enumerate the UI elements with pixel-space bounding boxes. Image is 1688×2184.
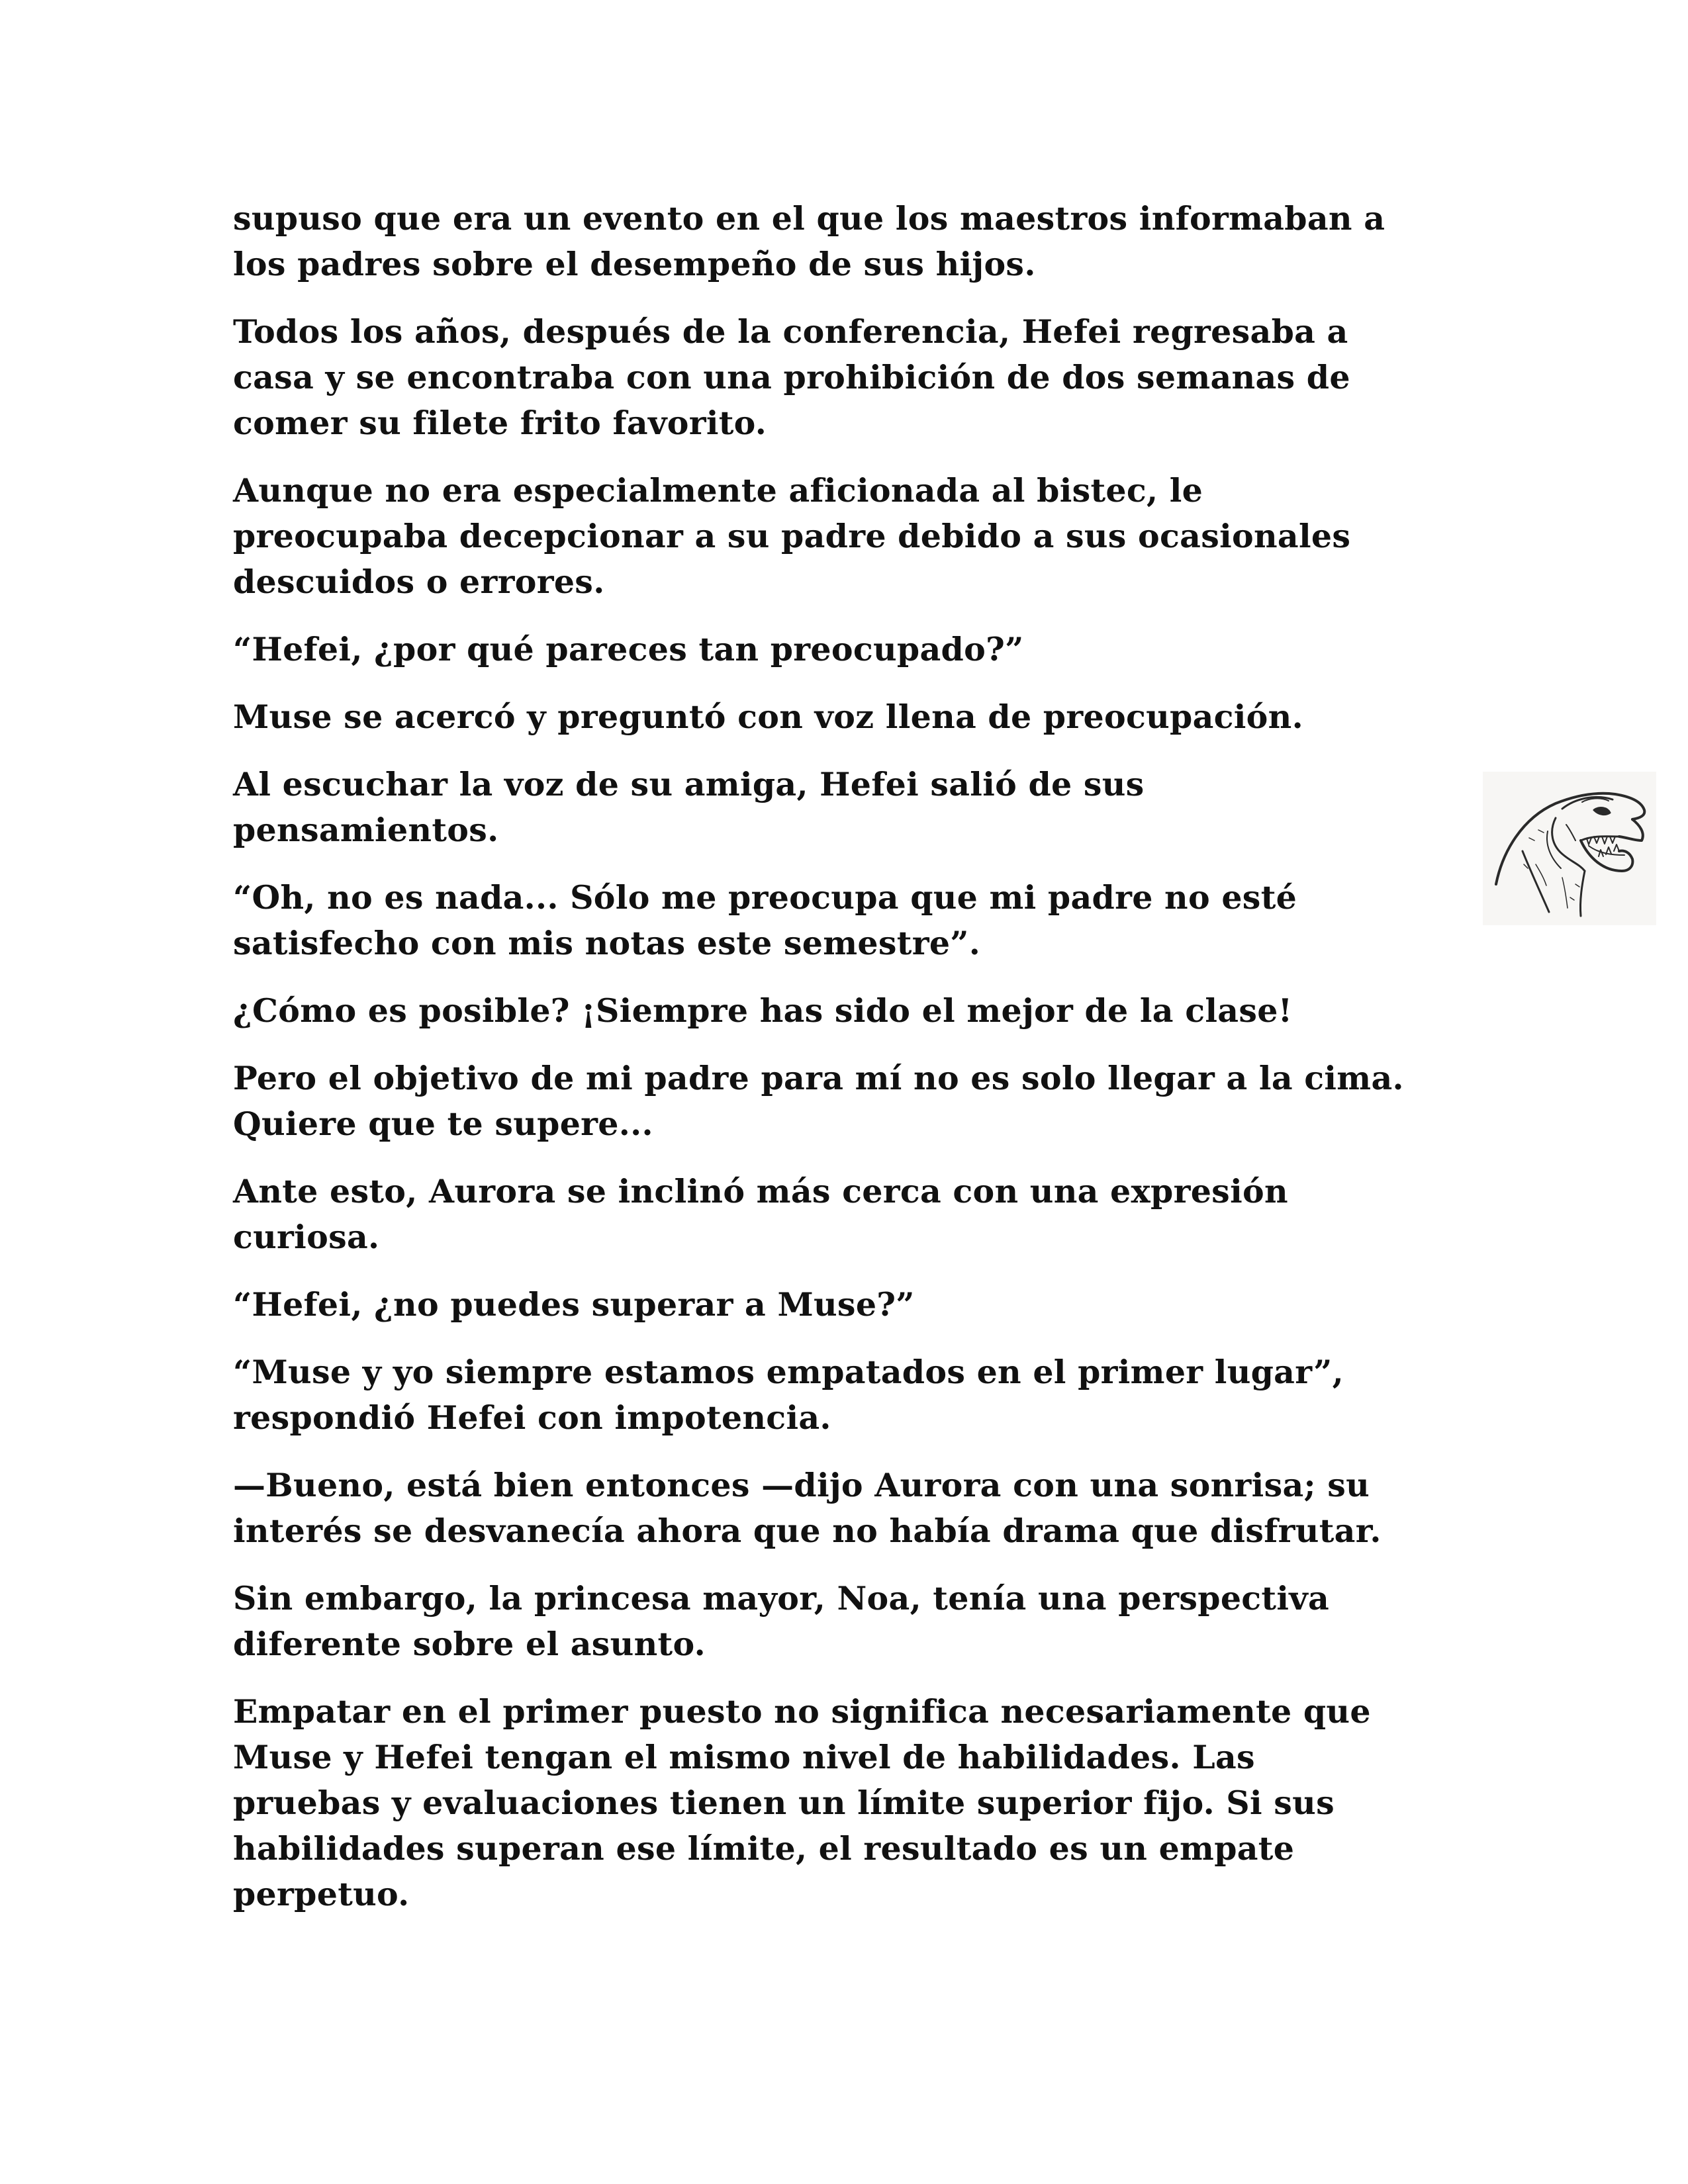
text-line: ¿Cómo es posible? ¡Siempre has sido el mejor de la clase!	[233, 991, 1293, 1030]
text-line: “Hefei, ¿no puedes superar a Muse?”	[233, 1285, 915, 1324]
text-line: comer su filete frito favorito.	[233, 404, 767, 442]
paragraph	[233, 1576, 1477, 1667]
text-line: los padres sobre el desempeño de sus hijos.	[233, 245, 1036, 283]
body-text	[233, 196, 1477, 1939]
paragraph	[233, 875, 1477, 966]
paragraph	[233, 468, 1477, 605]
text-line: —Bueno, está bien entonces —dijo Aurora con una sonrisa; su	[233, 1466, 1370, 1504]
text-line: diferente sobre el asunto.	[233, 1625, 706, 1663]
text-line: Al escuchar la voz de su amiga, Hefei salió de sus	[233, 765, 1145, 803]
text-line: curiosa.	[233, 1218, 380, 1256]
text-line: Sin embargo, la princesa mayor, Noa, tenía una perspectiva	[233, 1579, 1330, 1617]
text-line: Todos los años, después de la conferencia, Hefei regresaba a	[233, 312, 1348, 351]
paragraph	[233, 1689, 1477, 1917]
paragraph	[233, 196, 1477, 287]
paragraph	[233, 762, 1477, 853]
text-line: interés se desvanecía ahora que no había drama que disfrutar.	[233, 1512, 1382, 1550]
text-line: Aunque no era especialmente aficionada al bistec, le	[233, 471, 1203, 510]
text-line: supuso que era un evento en el que los maestros informaban a	[233, 199, 1385, 238]
text-line: pensamientos.	[233, 811, 499, 849]
text-line: Muse y Hefei tengan el mismo nivel de habilidades. Las	[233, 1738, 1255, 1776]
text-line: casa y se encontraba con una prohibición de dos semanas de	[233, 358, 1350, 396]
text-line: satisfecho con mis notas este semestre”.	[233, 924, 981, 962]
text-line: Quiere que te supere...	[233, 1105, 653, 1143]
text-line: descuidos o errores.	[233, 563, 605, 601]
paragraph	[233, 988, 1477, 1034]
text-line: “Hefei, ¿por qué pareces tan preocupado?”	[233, 630, 1024, 668]
paragraph	[233, 1169, 1477, 1260]
paragraph	[233, 1056, 1477, 1147]
text-line: habilidades superan ese límite, el resultado es un empate	[233, 1829, 1295, 1868]
paragraph	[233, 627, 1477, 672]
text-line: respondió Hefei con impotencia.	[233, 1398, 831, 1437]
text-line: Muse se acercó y preguntó con voz llena de preocupación.	[233, 698, 1303, 736]
paragraph	[233, 694, 1477, 740]
text-line: Ante esto, Aurora se inclinó más cerca con una expresión	[233, 1172, 1288, 1210]
paragraph	[233, 1349, 1477, 1441]
text-line: Pero el objetivo de mi padre para mí no es solo llegar a la cima.	[233, 1059, 1404, 1097]
paragraph	[233, 1463, 1477, 1554]
text-line: Empatar en el primer puesto no significa necesariamente que	[233, 1692, 1371, 1731]
dinosaur-sketch-icon	[1483, 772, 1656, 925]
text-line: preocupaba decepcionar a su padre debido a sus ocasionales	[233, 517, 1351, 555]
text-line: perpetuo.	[233, 1875, 410, 1913]
text-line: pruebas y evaluaciones tienen un límite superior fijo. Si sus	[233, 1784, 1335, 1822]
text-line: “Oh, no es nada... Sólo me preocupa que mi padre no esté	[233, 878, 1297, 917]
paragraph	[233, 1282, 1477, 1328]
text-line: “Muse y yo siempre estamos empatados en el primer lugar”,	[233, 1353, 1344, 1391]
paragraph	[233, 309, 1477, 446]
